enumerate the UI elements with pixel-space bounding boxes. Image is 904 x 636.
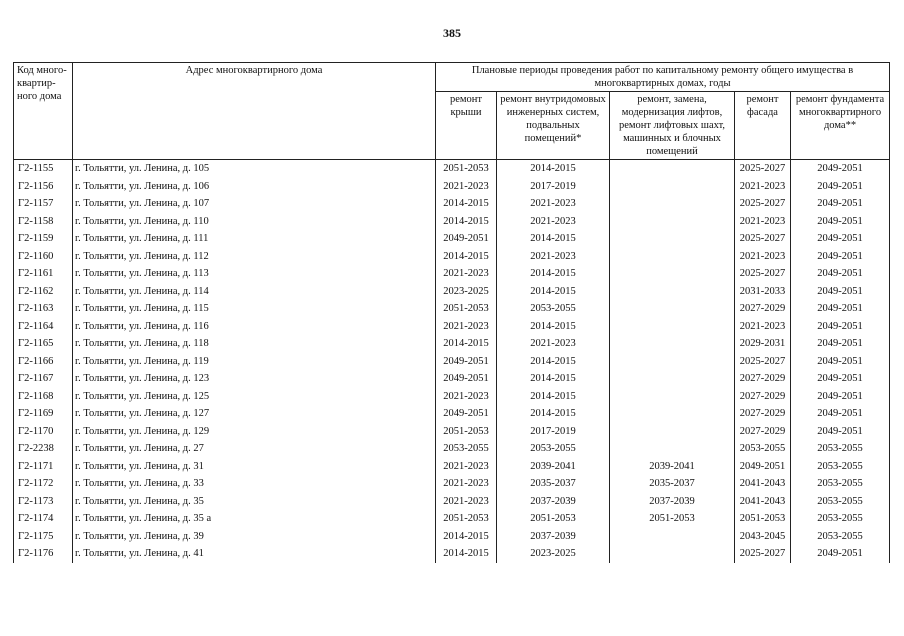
table-header: [14, 63, 890, 160]
cell-roof: 2051-2053: [436, 423, 497, 441]
cell-roof: 2014-2015: [436, 195, 497, 213]
cell-foundation: 2049-2051: [791, 195, 890, 213]
cell-foundation: 2053-2055: [791, 493, 890, 511]
table-row: [14, 475, 890, 493]
page-number: 385: [443, 26, 461, 40]
cell-systems: 2035-2037: [497, 475, 610, 493]
header-foundation: ремонт фундамента многоквартирного дома**: [791, 92, 890, 160]
cell-roof: 2049-2051: [436, 353, 497, 371]
cell-roof: 2023-2025: [436, 283, 497, 301]
cell-systems: 2021-2023: [497, 335, 610, 353]
cell-roof: 2021-2023: [436, 493, 497, 511]
cell-code: Г2-1164: [14, 318, 73, 336]
cell-code: Г2-1160: [14, 248, 73, 266]
cell-facade: 2021-2023: [735, 213, 791, 231]
cell-roof: 2021-2023: [436, 475, 497, 493]
cell-lifts: 2039-2041: [610, 458, 735, 476]
cell-systems: 2037-2039: [497, 493, 610, 511]
cell-address: г. Тольятти, ул. Ленина, д. 119: [73, 353, 436, 371]
cell-foundation: 2053-2055: [791, 475, 890, 493]
header-facade: ремонт фасада: [735, 92, 791, 160]
cell-foundation: 2049-2051: [791, 405, 890, 423]
cell-facade: 2027-2029: [735, 370, 791, 388]
cell-facade: 2041-2043: [735, 475, 791, 493]
cell-code: Г2-1174: [14, 510, 73, 528]
cell-facade: 2041-2043: [735, 493, 791, 511]
cell-address: г. Тольятти, ул. Ленина, д. 35 а: [73, 510, 436, 528]
cell-foundation: 2049-2051: [791, 248, 890, 266]
cell-roof: 2049-2051: [436, 370, 497, 388]
cell-foundation: 2053-2055: [791, 510, 890, 528]
cell-code: Г2-1175: [14, 528, 73, 546]
cell-foundation: 2049-2051: [791, 178, 890, 196]
cell-address: г. Тольятти, ул. Ленина, д. 116: [73, 318, 436, 336]
cell-address: г. Тольятти, ул. Ленина, д. 127: [73, 405, 436, 423]
cell-roof: 2014-2015: [436, 248, 497, 266]
table-row: [14, 230, 890, 248]
cell-lifts: [610, 353, 735, 371]
cell-facade: 2021-2023: [735, 178, 791, 196]
cell-address: г. Тольятти, ул. Ленина, д. 110: [73, 213, 436, 231]
table-row: [14, 248, 890, 266]
cell-lifts: [610, 423, 735, 441]
cell-roof: 2021-2023: [436, 265, 497, 283]
cell-address: г. Тольятти, ул. Ленина, д. 113: [73, 265, 436, 283]
cell-systems: 2014-2015: [497, 160, 610, 178]
cell-facade: 2021-2023: [735, 248, 791, 266]
cell-roof: 2021-2023: [436, 178, 497, 196]
cell-foundation: 2049-2051: [791, 283, 890, 301]
cell-foundation: 2049-2051: [791, 318, 890, 336]
cell-code: Г2-1167: [14, 370, 73, 388]
cell-foundation: 2049-2051: [791, 353, 890, 371]
cell-address: г. Тольятти, ул. Ленина, д. 27: [73, 440, 436, 458]
cell-address: г. Тольятти, ул. Ленина, д. 123: [73, 370, 436, 388]
cell-code: Г2-1172: [14, 475, 73, 493]
cell-facade: 2025-2027: [735, 265, 791, 283]
cell-address: г. Тольятти, ул. Ленина, д. 31: [73, 458, 436, 476]
cell-systems: 2014-2015: [497, 318, 610, 336]
cell-code: Г2-1158: [14, 213, 73, 231]
cell-code: Г2-1156: [14, 178, 73, 196]
cell-foundation: 2049-2051: [791, 265, 890, 283]
cell-systems: 2017-2019: [497, 178, 610, 196]
cell-lifts: 2051-2053: [610, 510, 735, 528]
table-row: [14, 300, 890, 318]
cell-systems: 2014-2015: [497, 283, 610, 301]
cell-address: г. Тольятти, ул. Ленина, д. 33: [73, 475, 436, 493]
cell-address: г. Тольятти, ул. Ленина, д. 105: [73, 160, 436, 178]
table-body: [14, 160, 890, 563]
cell-roof: 2014-2015: [436, 528, 497, 546]
cell-address: г. Тольятти, ул. Ленина, д. 41: [73, 545, 436, 563]
cell-lifts: [610, 545, 735, 563]
cell-lifts: [610, 528, 735, 546]
cell-address: г. Тольятти, ул. Ленина, д. 129: [73, 423, 436, 441]
cell-systems: 2053-2055: [497, 440, 610, 458]
table-row: [14, 353, 890, 371]
cell-foundation: 2049-2051: [791, 230, 890, 248]
table-row: [14, 440, 890, 458]
header-periods: Плановые периоды проведения работ по капитальному ремонту общего имущества в многоквартирных домах, годы: [436, 63, 890, 92]
cell-facade: 2027-2029: [735, 388, 791, 406]
cell-lifts: [610, 405, 735, 423]
cell-code: Г2-1170: [14, 423, 73, 441]
cell-lifts: [610, 265, 735, 283]
cell-address: г. Тольятти, ул. Ленина, д. 115: [73, 300, 436, 318]
cell-lifts: [610, 318, 735, 336]
cell-facade: 2025-2027: [735, 353, 791, 371]
header-lifts: ремонт, замена, модернизация лифтов, ремонт лифтовых шахт, машинных и блочных помещений: [610, 92, 735, 160]
cell-code: Г2-1163: [14, 300, 73, 318]
cell-lifts: [610, 388, 735, 406]
cell-lifts: [610, 213, 735, 231]
cell-address: г. Тольятти, ул. Ленина, д. 106: [73, 178, 436, 196]
header-address: Адрес многоквартирного дома: [73, 63, 436, 160]
cell-code: Г2-1165: [14, 335, 73, 353]
cell-lifts: [610, 283, 735, 301]
header-roof: ремонт крыши: [436, 92, 497, 160]
cell-address: г. Тольятти, ул. Ленина, д. 39: [73, 528, 436, 546]
table-row: [14, 265, 890, 283]
cell-systems: 2014-2015: [497, 230, 610, 248]
table-row: [14, 160, 890, 178]
capital-repair-table: [13, 62, 890, 563]
cell-systems: 2021-2023: [497, 213, 610, 231]
cell-facade: 2049-2051: [735, 458, 791, 476]
cell-roof: 2014-2015: [436, 545, 497, 563]
cell-facade: 2025-2027: [735, 230, 791, 248]
cell-systems: 2021-2023: [497, 195, 610, 213]
cell-roof: 2053-2055: [436, 440, 497, 458]
header-code: Код много-квартир-ного дома: [14, 63, 73, 160]
cell-code: Г2-1173: [14, 493, 73, 511]
cell-systems: 2023-2025: [497, 545, 610, 563]
table-row: [14, 213, 890, 231]
table-row: [14, 510, 890, 528]
cell-code: Г2-1166: [14, 353, 73, 371]
cell-code: Г2-2238: [14, 440, 73, 458]
cell-facade: 2021-2023: [735, 318, 791, 336]
cell-foundation: 2049-2051: [791, 213, 890, 231]
cell-foundation: 2049-2051: [791, 160, 890, 178]
cell-systems: 2014-2015: [497, 353, 610, 371]
cell-facade: 2025-2027: [735, 160, 791, 178]
table-row: [14, 405, 890, 423]
table-row: [14, 493, 890, 511]
cell-systems: 2051-2053: [497, 510, 610, 528]
cell-roof: 2021-2023: [436, 458, 497, 476]
cell-roof: 2014-2015: [436, 213, 497, 231]
cell-facade: 2051-2053: [735, 510, 791, 528]
cell-code: Г2-1171: [14, 458, 73, 476]
cell-foundation: 2053-2055: [791, 458, 890, 476]
cell-systems: 2037-2039: [497, 528, 610, 546]
table-row: [14, 545, 890, 563]
cell-systems: 2021-2023: [497, 248, 610, 266]
cell-address: г. Тольятти, ул. Ленина, д. 125: [73, 388, 436, 406]
cell-address: г. Тольятти, ул. Ленина, д. 111: [73, 230, 436, 248]
cell-code: Г2-1169: [14, 405, 73, 423]
cell-roof: 2014-2015: [436, 335, 497, 353]
cell-roof: 2049-2051: [436, 230, 497, 248]
cell-foundation: 2049-2051: [791, 370, 890, 388]
cell-code: Г2-1168: [14, 388, 73, 406]
cell-lifts: [610, 370, 735, 388]
cell-foundation: 2053-2055: [791, 440, 890, 458]
table-row: [14, 283, 890, 301]
table-row: [14, 370, 890, 388]
cell-roof: 2051-2053: [436, 300, 497, 318]
cell-address: г. Тольятти, ул. Ленина, д. 107: [73, 195, 436, 213]
cell-roof: 2049-2051: [436, 405, 497, 423]
cell-lifts: [610, 160, 735, 178]
cell-foundation: 2049-2051: [791, 300, 890, 318]
cell-facade: 2025-2027: [735, 195, 791, 213]
cell-foundation: 2049-2051: [791, 545, 890, 563]
table-row: [14, 335, 890, 353]
table-row: [14, 528, 890, 546]
cell-lifts: 2037-2039: [610, 493, 735, 511]
cell-facade: 2027-2029: [735, 405, 791, 423]
cell-roof: 2021-2023: [436, 388, 497, 406]
cell-facade: 2043-2045: [735, 528, 791, 546]
cell-lifts: [610, 178, 735, 196]
header-systems: ремонт внутридомовых инженерных систем, подвальных помещений*: [497, 92, 610, 160]
table-row: [14, 458, 890, 476]
cell-code: Г2-1159: [14, 230, 73, 248]
cell-facade: 2053-2055: [735, 440, 791, 458]
cell-systems: 2014-2015: [497, 388, 610, 406]
cell-roof: 2051-2053: [436, 510, 497, 528]
cell-lifts: [610, 195, 735, 213]
table-row: [14, 195, 890, 213]
cell-foundation: 2053-2055: [791, 528, 890, 546]
cell-foundation: 2049-2051: [791, 335, 890, 353]
cell-code: Г2-1155: [14, 160, 73, 178]
table-row: [14, 388, 890, 406]
cell-foundation: 2049-2051: [791, 388, 890, 406]
cell-systems: 2039-2041: [497, 458, 610, 476]
cell-lifts: [610, 440, 735, 458]
table-row: [14, 423, 890, 441]
cell-address: г. Тольятти, ул. Ленина, д. 118: [73, 335, 436, 353]
cell-systems: 2017-2019: [497, 423, 610, 441]
cell-code: Г2-1157: [14, 195, 73, 213]
table-row: [14, 318, 890, 336]
cell-systems: 2053-2055: [497, 300, 610, 318]
cell-systems: 2014-2015: [497, 405, 610, 423]
cell-foundation: 2049-2051: [791, 423, 890, 441]
cell-lifts: [610, 248, 735, 266]
cell-lifts: [610, 300, 735, 318]
cell-lifts: [610, 335, 735, 353]
cell-address: г. Тольятти, ул. Ленина, д. 35: [73, 493, 436, 511]
cell-code: Г2-1162: [14, 283, 73, 301]
cell-facade: 2031-2033: [735, 283, 791, 301]
cell-facade: 2027-2029: [735, 423, 791, 441]
cell-code: Г2-1161: [14, 265, 73, 283]
cell-address: г. Тольятти, ул. Ленина, д. 114: [73, 283, 436, 301]
cell-facade: 2025-2027: [735, 545, 791, 563]
cell-systems: 2014-2015: [497, 370, 610, 388]
cell-facade: 2027-2029: [735, 300, 791, 318]
cell-facade: 2029-2031: [735, 335, 791, 353]
cell-roof: 2021-2023: [436, 318, 497, 336]
cell-address: г. Тольятти, ул. Ленина, д. 112: [73, 248, 436, 266]
cell-lifts: [610, 230, 735, 248]
cell-lifts: 2035-2037: [610, 475, 735, 493]
cell-roof: 2051-2053: [436, 160, 497, 178]
cell-systems: 2014-2015: [497, 265, 610, 283]
cell-code: Г2-1176: [14, 545, 73, 563]
table-row: [14, 178, 890, 196]
